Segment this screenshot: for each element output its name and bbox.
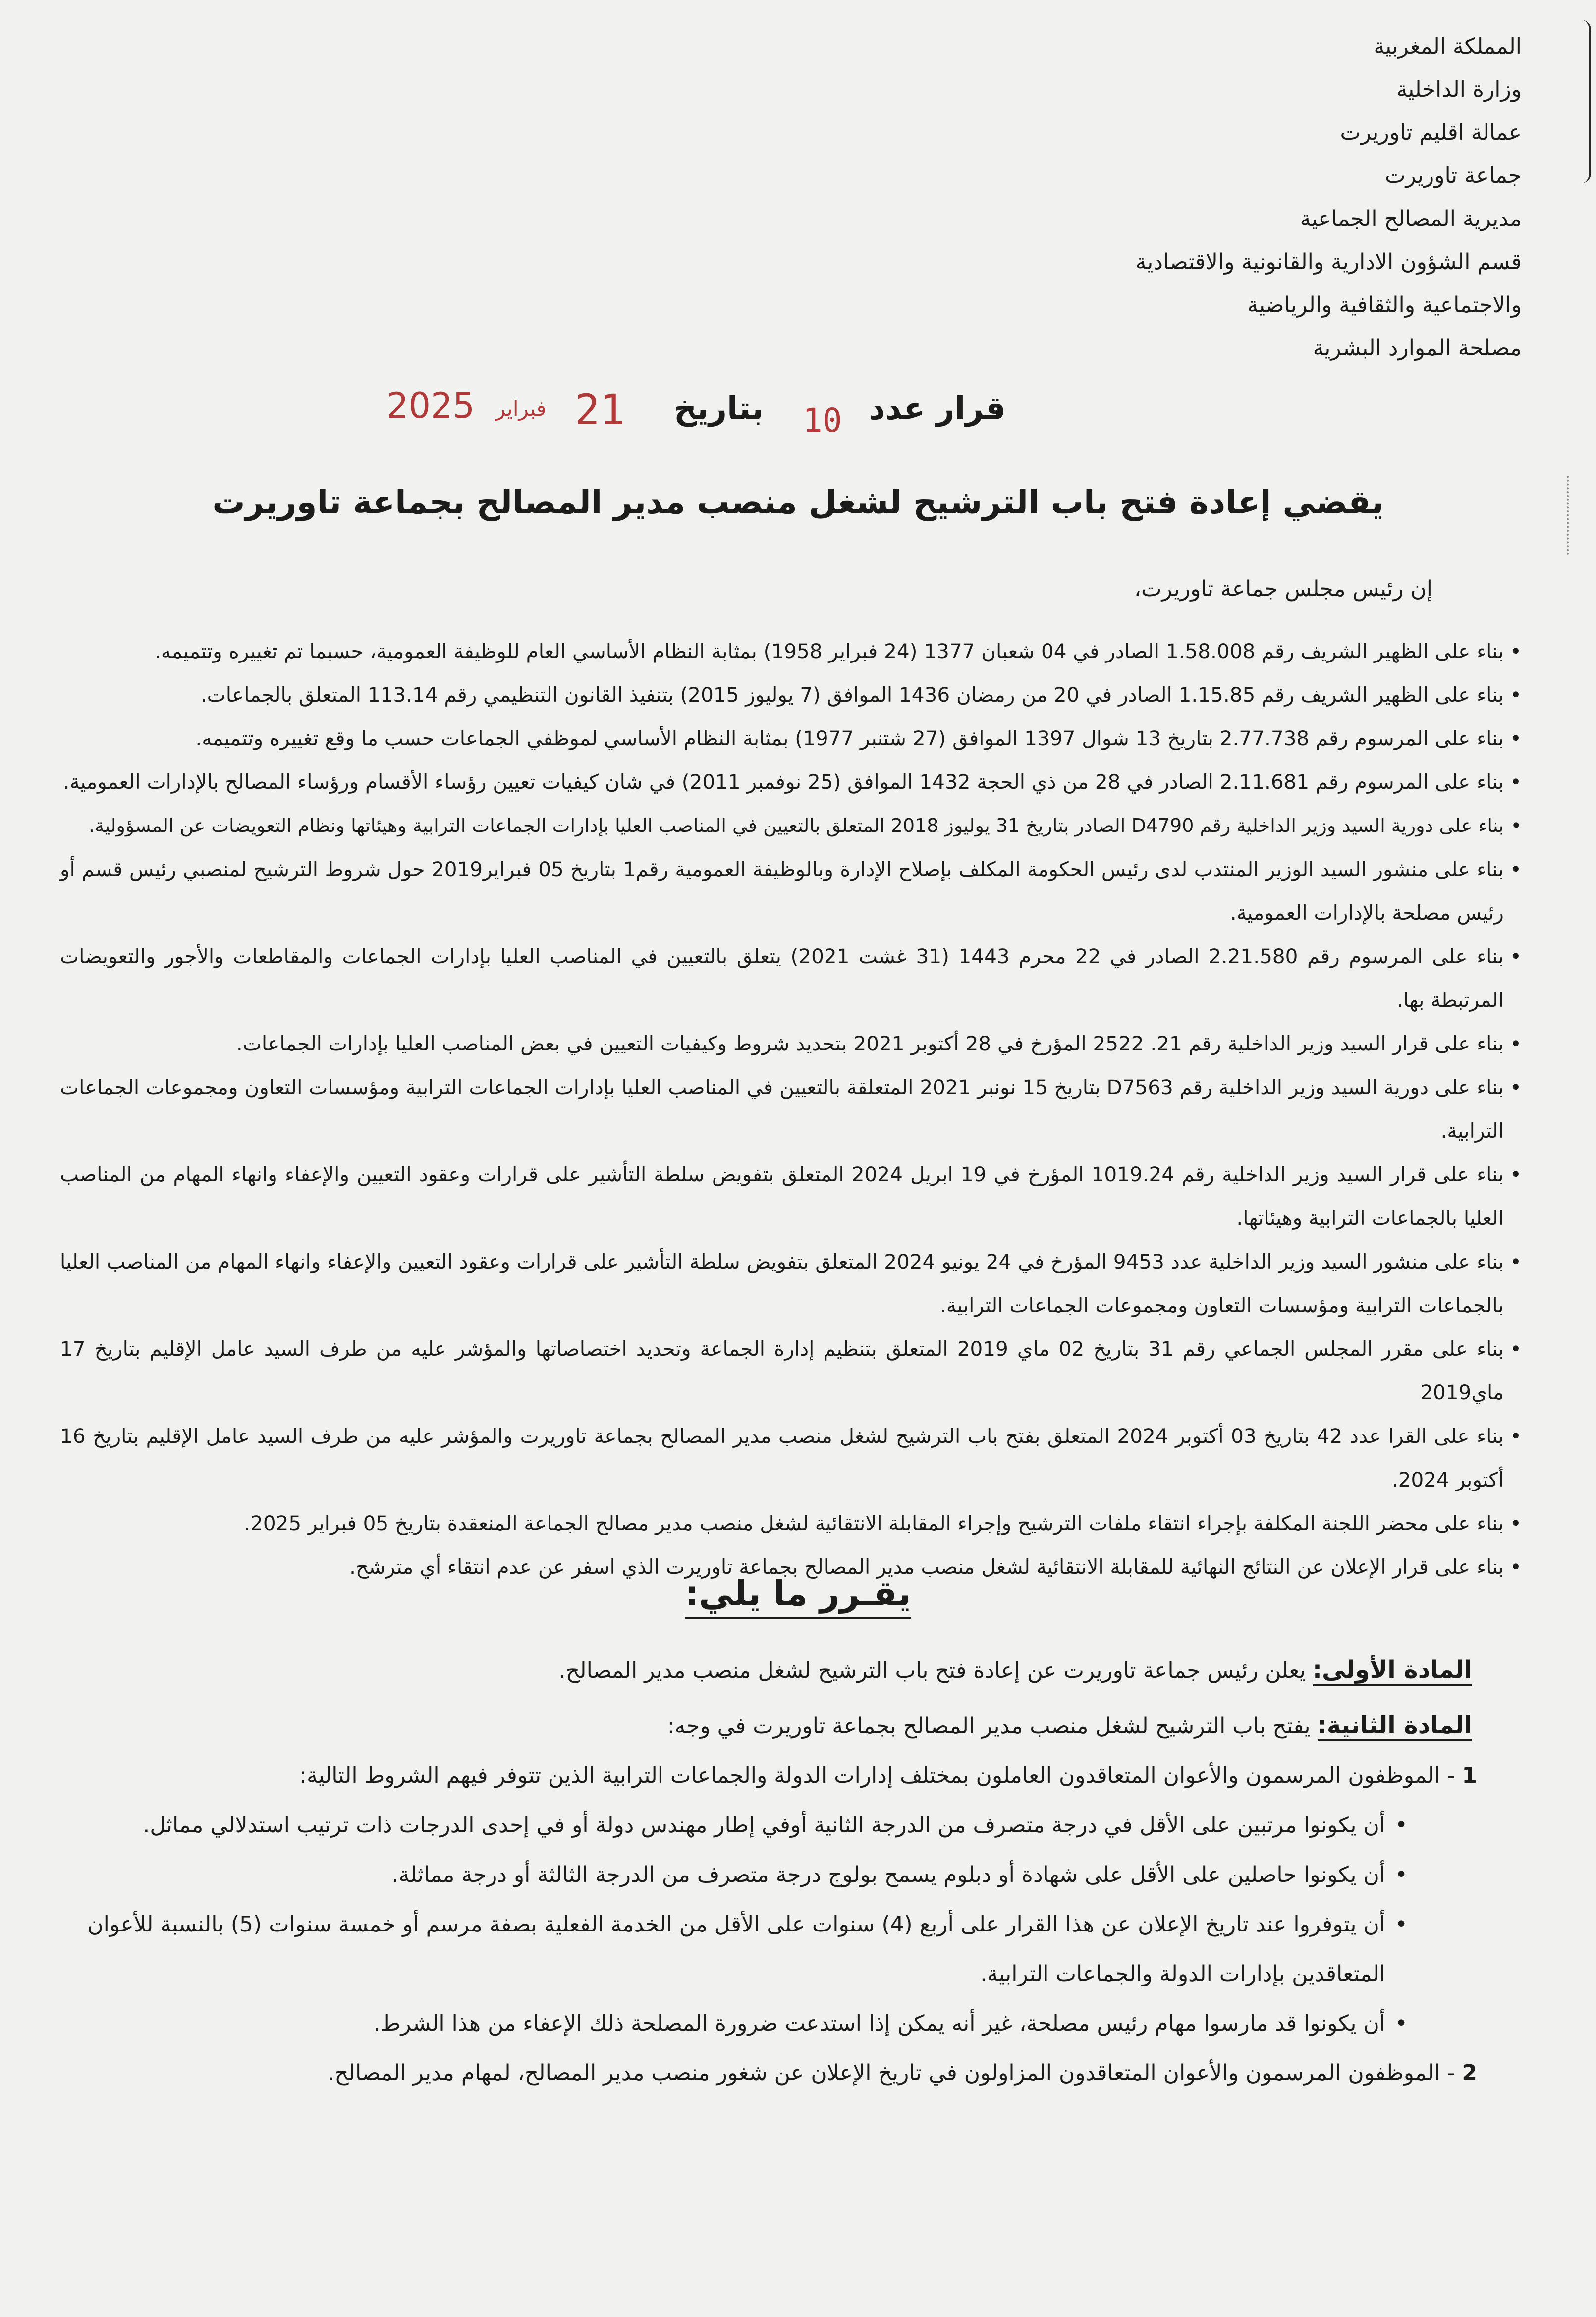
legal-bases-list: [60, 629, 1522, 1589]
legal-basis-item: • بناء على المرسوم رقم 2.77.738 بتاريخ 13 شوال 1397 الموافق (27 شتنبر 1977) بمثابة النظام الأساسي لموظفي الجماعات حسب ما وقع تغييره وتتميمه.: [60, 717, 1522, 760]
header-kingdom: المملكة المغربية: [1374, 34, 1522, 59]
legal-basis-item: • بناء على قرار السيد وزير الداخلية رقم 21. 2522 المؤرخ في 28 أكتوبر 2021 بتحديد شروط وكيفيات التعيين في بعض المناصب العليا بإدارات الجماعات.: [60, 1022, 1522, 1065]
conditions-list: [55, 1801, 1408, 2048]
article-2-label: المادة الثانية:: [1318, 1711, 1472, 1741]
condition-item: • أن يتوفروا عند تاريخ الإعلان عن هذا القرار على أربع (4) سنوات على الأقل من الخدمة الفعلية بصفة مرسم أو خمسة سنوات (5) بالنسبة للأعوان المتعاقدين بإدارات الدولة والجماعات الترابية.: [55, 1900, 1408, 1999]
group-1: [55, 1751, 1477, 1801]
condition-item: • أن يكونوا مرتبين على الأقل في درجة متصرف من الدرجة الثانية أوفي إطار مهندس دولة أو في إحدى الدرجات ذات ترتيب استدلالي مماثل.: [55, 1801, 1408, 1850]
administrative-header: [1076, 25, 1522, 370]
header-division-line1: قسم الشؤون الادارية والقانونية والاقتصادية: [1135, 249, 1522, 275]
article-1: [55, 1645, 1472, 1696]
header-province: عمالة اقليم تاوريرت: [1340, 120, 1522, 145]
article-1-text: يعلن رئيس جماعة تاوريرت عن إعادة فتح باب الترشيح لشغل منصب مدير المصالح.: [558, 1658, 1306, 1683]
legal-basis-item: • بناء على محضر اللجنة المكلفة بإجراء انتقاء ملفات الترشيح وإجراء المقابلة الانتقائية لشغل منصب مدير مصالح الجماعة المنعقدة بتاريخ 05 فبراير 2025.: [60, 1501, 1522, 1545]
group-2-number: 2: [1462, 2060, 1477, 2086]
group-1-number: 1: [1462, 1763, 1477, 1788]
group-2-text: - الموظفون المرسمون والأعوان المتعاقدون المزاولون في تاريخ الإعلان عن شغور منصب مدير المصالح، لمهام مدير المصالح.: [328, 2060, 1455, 2086]
legal-basis-item: • بناء على قرار الإعلان عن النتائج النهائية للمقابلة الانتقائية لشغل منصب مدير المصالح بجماعة تاوريرت الذي اسفر عن عدم انتقاء أي مترشح.: [60, 1545, 1522, 1589]
article-1-label: المادة الأولى:: [1313, 1656, 1472, 1686]
article-2-text: يفتح باب الترشيح لشغل منصب مدير المصالح بجماعة تاوريرت في وجه:: [667, 1713, 1311, 1739]
articles-section: [55, 1645, 1477, 2098]
legal-basis-item: • بناء على مقرر المجلس الجماعي رقم 31 بتاريخ 02 ماي 2019 المتعلق بتنظيم إدارة الجماعة وتحديد اختصاصاتها والمؤشر عليه من طرف السيد عامل الإقليم بتاريخ 17 ماي2019: [60, 1327, 1522, 1414]
decision-number-line: [386, 382, 1006, 441]
margin-bracket-mark: [1580, 20, 1591, 183]
legal-basis-item: • بناء على دورية السيد وزير الداخلية رقم D4790 الصادر بتاريخ 31 يوليوز 2018 المتعلق بالتعيين في المناصب العليا بإدارات الجماعات الترابية وهيئاتها ونظام التعويضات عن المسؤولية.: [60, 804, 1522, 847]
legal-basis-item: • بناء على الظهير الشريف رقم 1.58.008 الصادر في 04 شعبان 1377 (24 فبراير 1958) بمثابة النظام الأساسي العام للوظيفة العمومية، حسبما تم تغييره وتتميمه.: [60, 629, 1522, 673]
header-commune: جماعة تاوريرت: [1385, 163, 1522, 188]
preamble: إن رئيس مجلس جماعة تاوريرت،: [1134, 576, 1432, 602]
decision-year: 2025: [386, 386, 475, 426]
condition-item: • أن يكونوا قد مارسوا مهام رئيس مصلحة، غير أنه يمكن إذا استدعت ضرورة المصلحة ذلك الإعفاء من هذا الشرط.: [55, 1999, 1408, 2048]
decision-date-label: بتاريخ: [674, 390, 764, 427]
legal-basis-item: • بناء على الظهير الشريف رقم 1.15.85 الصادر في 20 من رمضان 1436 الموافق (7 يوليوز 2015) بتنفيذ القانون التنظيمي رقم 113.14 المتعلق بالجماعات.: [60, 673, 1522, 717]
condition-item: • أن يكونوا حاصلين على الأقل على شهادة أو دبلوم يسمح بولوج درجة متصرف من الدرجة الثالثة أو درجة مماثلة.: [55, 1850, 1408, 1900]
header-division-line2: والاجتماعية والثقافية والرياضية: [1247, 292, 1522, 318]
header-service: مصلحة الموارد البشرية: [1313, 335, 1522, 361]
legal-basis-item: • بناء على منشور السيد الوزير المنتدب لدى رئيس الحكومة المكلف بإصلاح الإدارة وبالوظيفة العمومية رقم1 بتاريخ 05 فبراير2019 حول شروط الترشيح لمنصبي رئيس قسم أو رئيس مصلحة بالإدارات العمومية.: [60, 847, 1522, 935]
decides-text: يقـرر ما يلي:: [685, 1573, 911, 1619]
legal-basis-item: • بناء على القرا عدد 42 بتاريخ 03 أكتوبر 2024 المتعلق بفتح باب الترشيح لشغل منصب مدير المصالح بجماعة تاوريرت والمؤشر عليه من طرف السيد عامل الإقليم بتاريخ 16 أكتوبر 2024.: [60, 1414, 1522, 1501]
group-2: [55, 2048, 1477, 2098]
legal-basis-item: • بناء على المرسوم رقم 2.21.580 الصادر في 22 محرم 1443 (31 غشت 2021) يتعلق بالتعيين في المناصب العليا بإدارات الجماعات والمقاطعات والأجور والتعويضات المرتبطة بها.: [60, 935, 1522, 1022]
decision-number: 10: [803, 401, 842, 440]
legal-basis-item: • بناء على دورية السيد وزير الداخلية رقم D7563 بتاريخ 15 نونبر 2021 المتعلقة بالتعيين في المناصب العليا بإدارات الجماعات الترابية ومؤسسات التعاون ومجموعات الجماعات الترابية.: [60, 1065, 1522, 1153]
group-1-text: - الموظفون المرسمون والأعوان المتعاقدون العاملون بمختلف إدارات الدولة والجماعات الترابية الذين تتوفر فيهم الشروط التالية:: [299, 1763, 1455, 1788]
article-2: [55, 1701, 1472, 1751]
decision-title: يقضي إعادة فتح باب الترشيح لشغل منصب مدير المصالح بجماعة تاوريرت: [212, 483, 1384, 521]
decision-month: فبراير: [495, 396, 547, 421]
legal-basis-item: • بناء على قرار السيد وزير الداخلية رقم 1019.24 المؤرخ في 19 ابريل 2024 المتعلق بتفويض سلطة التأشير على قرارات وعقود التعيين والإعفاء وانهاء المهام من المناصب العليا بالجماعات الترابية وهيئاتها.: [60, 1153, 1522, 1240]
legal-basis-item: • بناء على المرسوم رقم 2.11.681 الصادر في 28 من ذي الحجة 1432 الموافق (25 نوفمبر 2011) في شان كيفيات تعيين رؤساء الأقسام ورؤساء المصالح بالإدارات العمومية.: [60, 760, 1522, 804]
header-ministry: وزارة الداخلية: [1396, 77, 1522, 102]
decision-label: قرار عدد: [869, 390, 1006, 427]
decision-day: 21: [575, 386, 625, 434]
decides-heading: [0, 1573, 1596, 1614]
legal-basis-item: • بناء على منشور السيد وزير الداخلية عدد 9453 المؤرخ في 24 يونيو 2024 المتعلق بتفويض سلطة التأشير على قرارات وعقود التعيين والإعفاء وانهاء المهام من المناصب العليا بالجماعات الترابية ومؤسسات التعاون ومجموعات الجماعات الترابية.: [60, 1240, 1522, 1327]
header-directorate: مديرية المصالح الجماعية: [1300, 206, 1522, 231]
